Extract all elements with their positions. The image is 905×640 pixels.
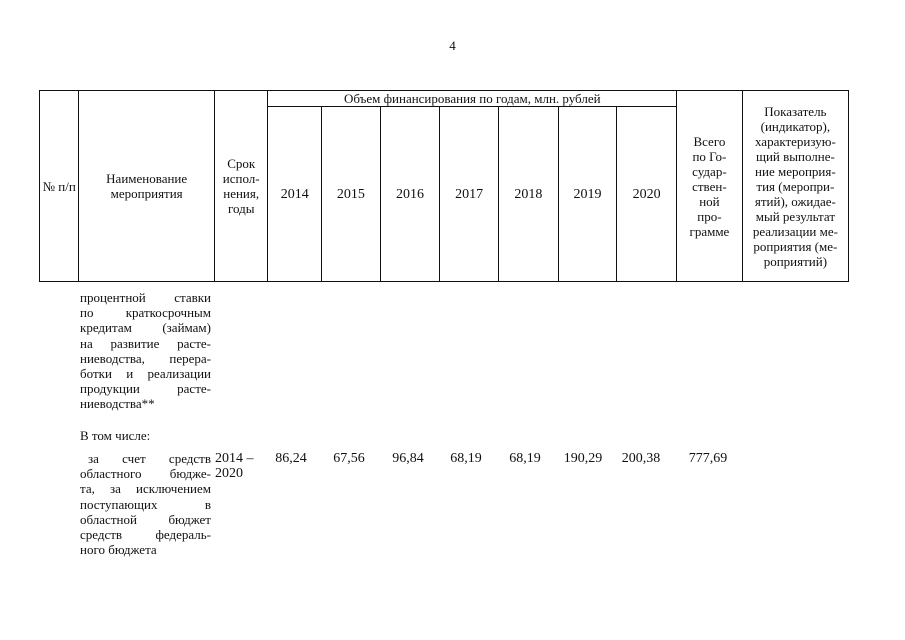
value-2014: 86,24 bbox=[275, 451, 307, 466]
header-number: № п/п bbox=[40, 91, 79, 282]
header-year-2020: 2020 bbox=[617, 107, 677, 282]
row-name-line: поступающих в bbox=[80, 496, 211, 512]
row-term-line: 2020 bbox=[215, 466, 243, 482]
header-year-2015: 2015 bbox=[322, 107, 381, 282]
header-year-2019: 2019 bbox=[558, 107, 617, 282]
header-name: Наименование мероприятия bbox=[79, 91, 214, 282]
row-name-line: средств федераль- bbox=[80, 527, 211, 543]
row-name-line: та, за исключением bbox=[80, 481, 211, 497]
continuation-line: кредитам (займам) bbox=[80, 320, 211, 336]
continuation-line: ниеводства** bbox=[80, 396, 155, 412]
header-year-2018: 2018 bbox=[499, 107, 559, 282]
continuation-line: процентной ставки bbox=[80, 290, 211, 305]
header-funding-group: Объем финансирования по годам, млн. рублей bbox=[268, 91, 677, 107]
header-term: Срок испол- нения, годы bbox=[214, 91, 268, 282]
row-name-line: ного бюджета bbox=[80, 542, 157, 558]
value-2016: 96,84 bbox=[392, 451, 424, 466]
header-total: Всего по Го- судар- ствен- ной про- грамме bbox=[677, 91, 743, 282]
continuation-line: ботки и реализации bbox=[80, 366, 211, 382]
value-2018: 68,19 bbox=[509, 451, 541, 466]
continuation-line: на развитие расте- bbox=[80, 335, 211, 351]
continuation-text bbox=[80, 290, 211, 412]
row-name bbox=[80, 451, 211, 557]
funding-table-header bbox=[39, 90, 849, 282]
header-indicator: Показатель (индикатор), характеризую- щий выполне- ние мероприя- тия (меропри- ятий), ожидае- мый результат реализации ме- роприятия (ме- роприятий) bbox=[742, 91, 848, 282]
continuation-line: продукции расте- bbox=[80, 381, 211, 397]
header-year-2014: 2014 bbox=[268, 107, 322, 282]
row-name-line: за счет средств bbox=[88, 451, 211, 466]
value-total: 777,69 bbox=[688, 451, 728, 466]
value-2015: 67,56 bbox=[333, 451, 365, 466]
value-2017: 68,19 bbox=[450, 451, 482, 466]
header-year-2017: 2017 bbox=[440, 107, 499, 282]
row-name-line: областной бюджет bbox=[80, 511, 211, 527]
continuation-line: ниеводства, перера- bbox=[80, 350, 211, 366]
value-2019: 190,29 bbox=[563, 451, 603, 466]
value-2020: 200,38 bbox=[621, 451, 661, 466]
row-term-line: 2014 – bbox=[215, 451, 254, 466]
row-name-line: областного бюдже- bbox=[80, 466, 211, 482]
continuation-line: по краткосрочным bbox=[80, 305, 211, 321]
in-that-number-label: В том числе: bbox=[80, 428, 151, 443]
row-term bbox=[215, 451, 254, 481]
page-number: 4 bbox=[449, 38, 456, 53]
header-year-2016: 2016 bbox=[380, 107, 440, 282]
